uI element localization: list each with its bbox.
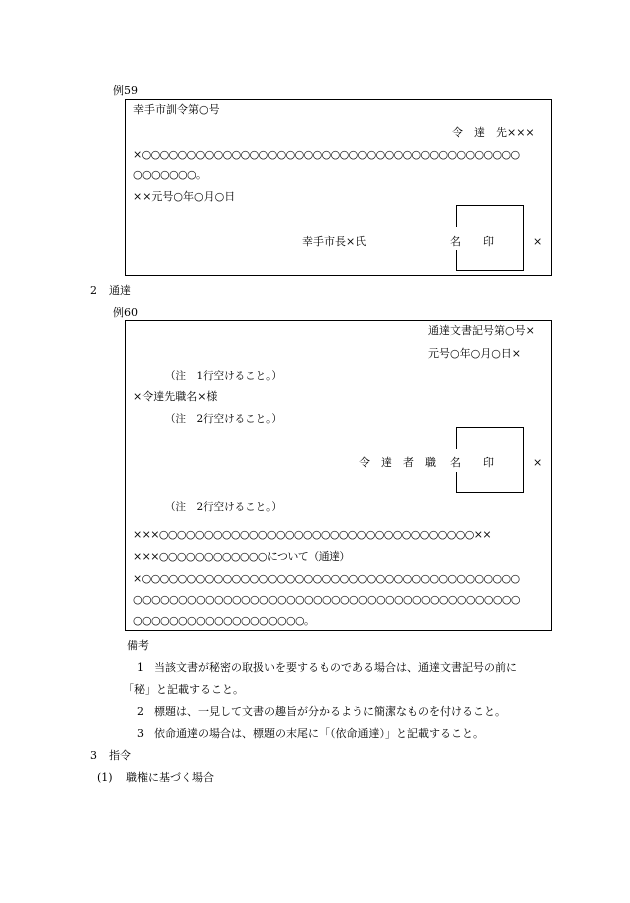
remark-1-text: 当該文書が秘密の取扱いを要するものである場合は、通達文書記号の前に [154,661,517,674]
remark-1-continuation: 「秘」と記載すること。 [123,683,244,696]
example-60-label: 例60 [113,306,138,319]
seal-box-60-left-bottom [456,472,457,493]
issuer-tail: × [533,456,543,469]
addressee: ×令達先職名×様 [133,390,218,403]
subsection-1-title: 職権に基づく場合 [126,771,214,784]
remark-2-number: 2 [137,705,144,718]
section-2-number: 2 [90,284,97,297]
signer-title: 幸手市長×氏 [302,235,367,248]
remarks-heading: 備考 [127,639,149,652]
document-number: 通達文書記号第○号× [428,324,535,337]
seal-box-60 [456,427,524,493]
body-line-4: ○○○○○○○○○○○○○○○○○○○○○○○○○○○○○○○○○○○○○○○○○○○ [133,593,520,606]
body-line-1: ×○○○○○○○○○○○○○○○○○○○○○○○○○○○○○○○○○○○○○○○○○○ [133,148,520,161]
subject-line-2: ×××○○○○○○○○○○○○について（通達） [133,550,350,563]
issuer-title: 令 達 者 職 [359,456,436,469]
seal-box [456,205,524,271]
remark-3-number: 3 [137,727,144,740]
note-1: （注 1行空けること。） [165,370,282,382]
body-line-3: ×○○○○○○○○○○○○○○○○○○○○○○○○○○○○○○○○○○○○○○○○○○ [133,572,520,585]
subject-line-1: ×××○○○○○○○○○○○○○○○○○○○○○○○○○○○○○○○○○○○×× [133,528,492,541]
example-59-label: 例59 [113,84,138,97]
signer-tail: × [533,235,543,248]
seal-box-left-top [456,205,457,227]
subsection-1-number: (1) [97,771,113,784]
signer-name-label: 名 [450,235,461,248]
seal-box-60-left-top [456,427,457,449]
section-2-title: 通達 [109,284,131,297]
body-line-2: ○○○○○○○。 [133,168,207,181]
order-number: 幸手市訓令第○号 [133,103,220,116]
remark-1-number: 1 [137,661,144,674]
note-3: （注 2行空けること。） [165,501,282,513]
note-2: （注 2行空けること。） [165,413,282,425]
remark-3-text: 依命通達の場合は、標題の末尾に「（依命通達）」と記載すること。 [154,727,484,740]
section-3-number: 3 [90,749,97,762]
issue-date: 元号○年○月○日× [428,347,522,360]
remark-2-text: 標題は、一見して文書の趣旨が分かるように簡潔なものを付けること。 [154,705,506,718]
seal-box-left-bottom [456,250,457,271]
recipient-line: 令 達 先××× [452,126,535,139]
seal-label: 印 [483,235,494,248]
date-line: ××元号○年○月○日 [133,190,236,203]
section-3-title: 指令 [109,749,131,762]
body-line-5: ○○○○○○○○○○○○○○○○○○○。 [133,614,315,627]
seal-label-60: 印 [483,456,494,469]
issuer-name-label: 名 [450,456,461,469]
